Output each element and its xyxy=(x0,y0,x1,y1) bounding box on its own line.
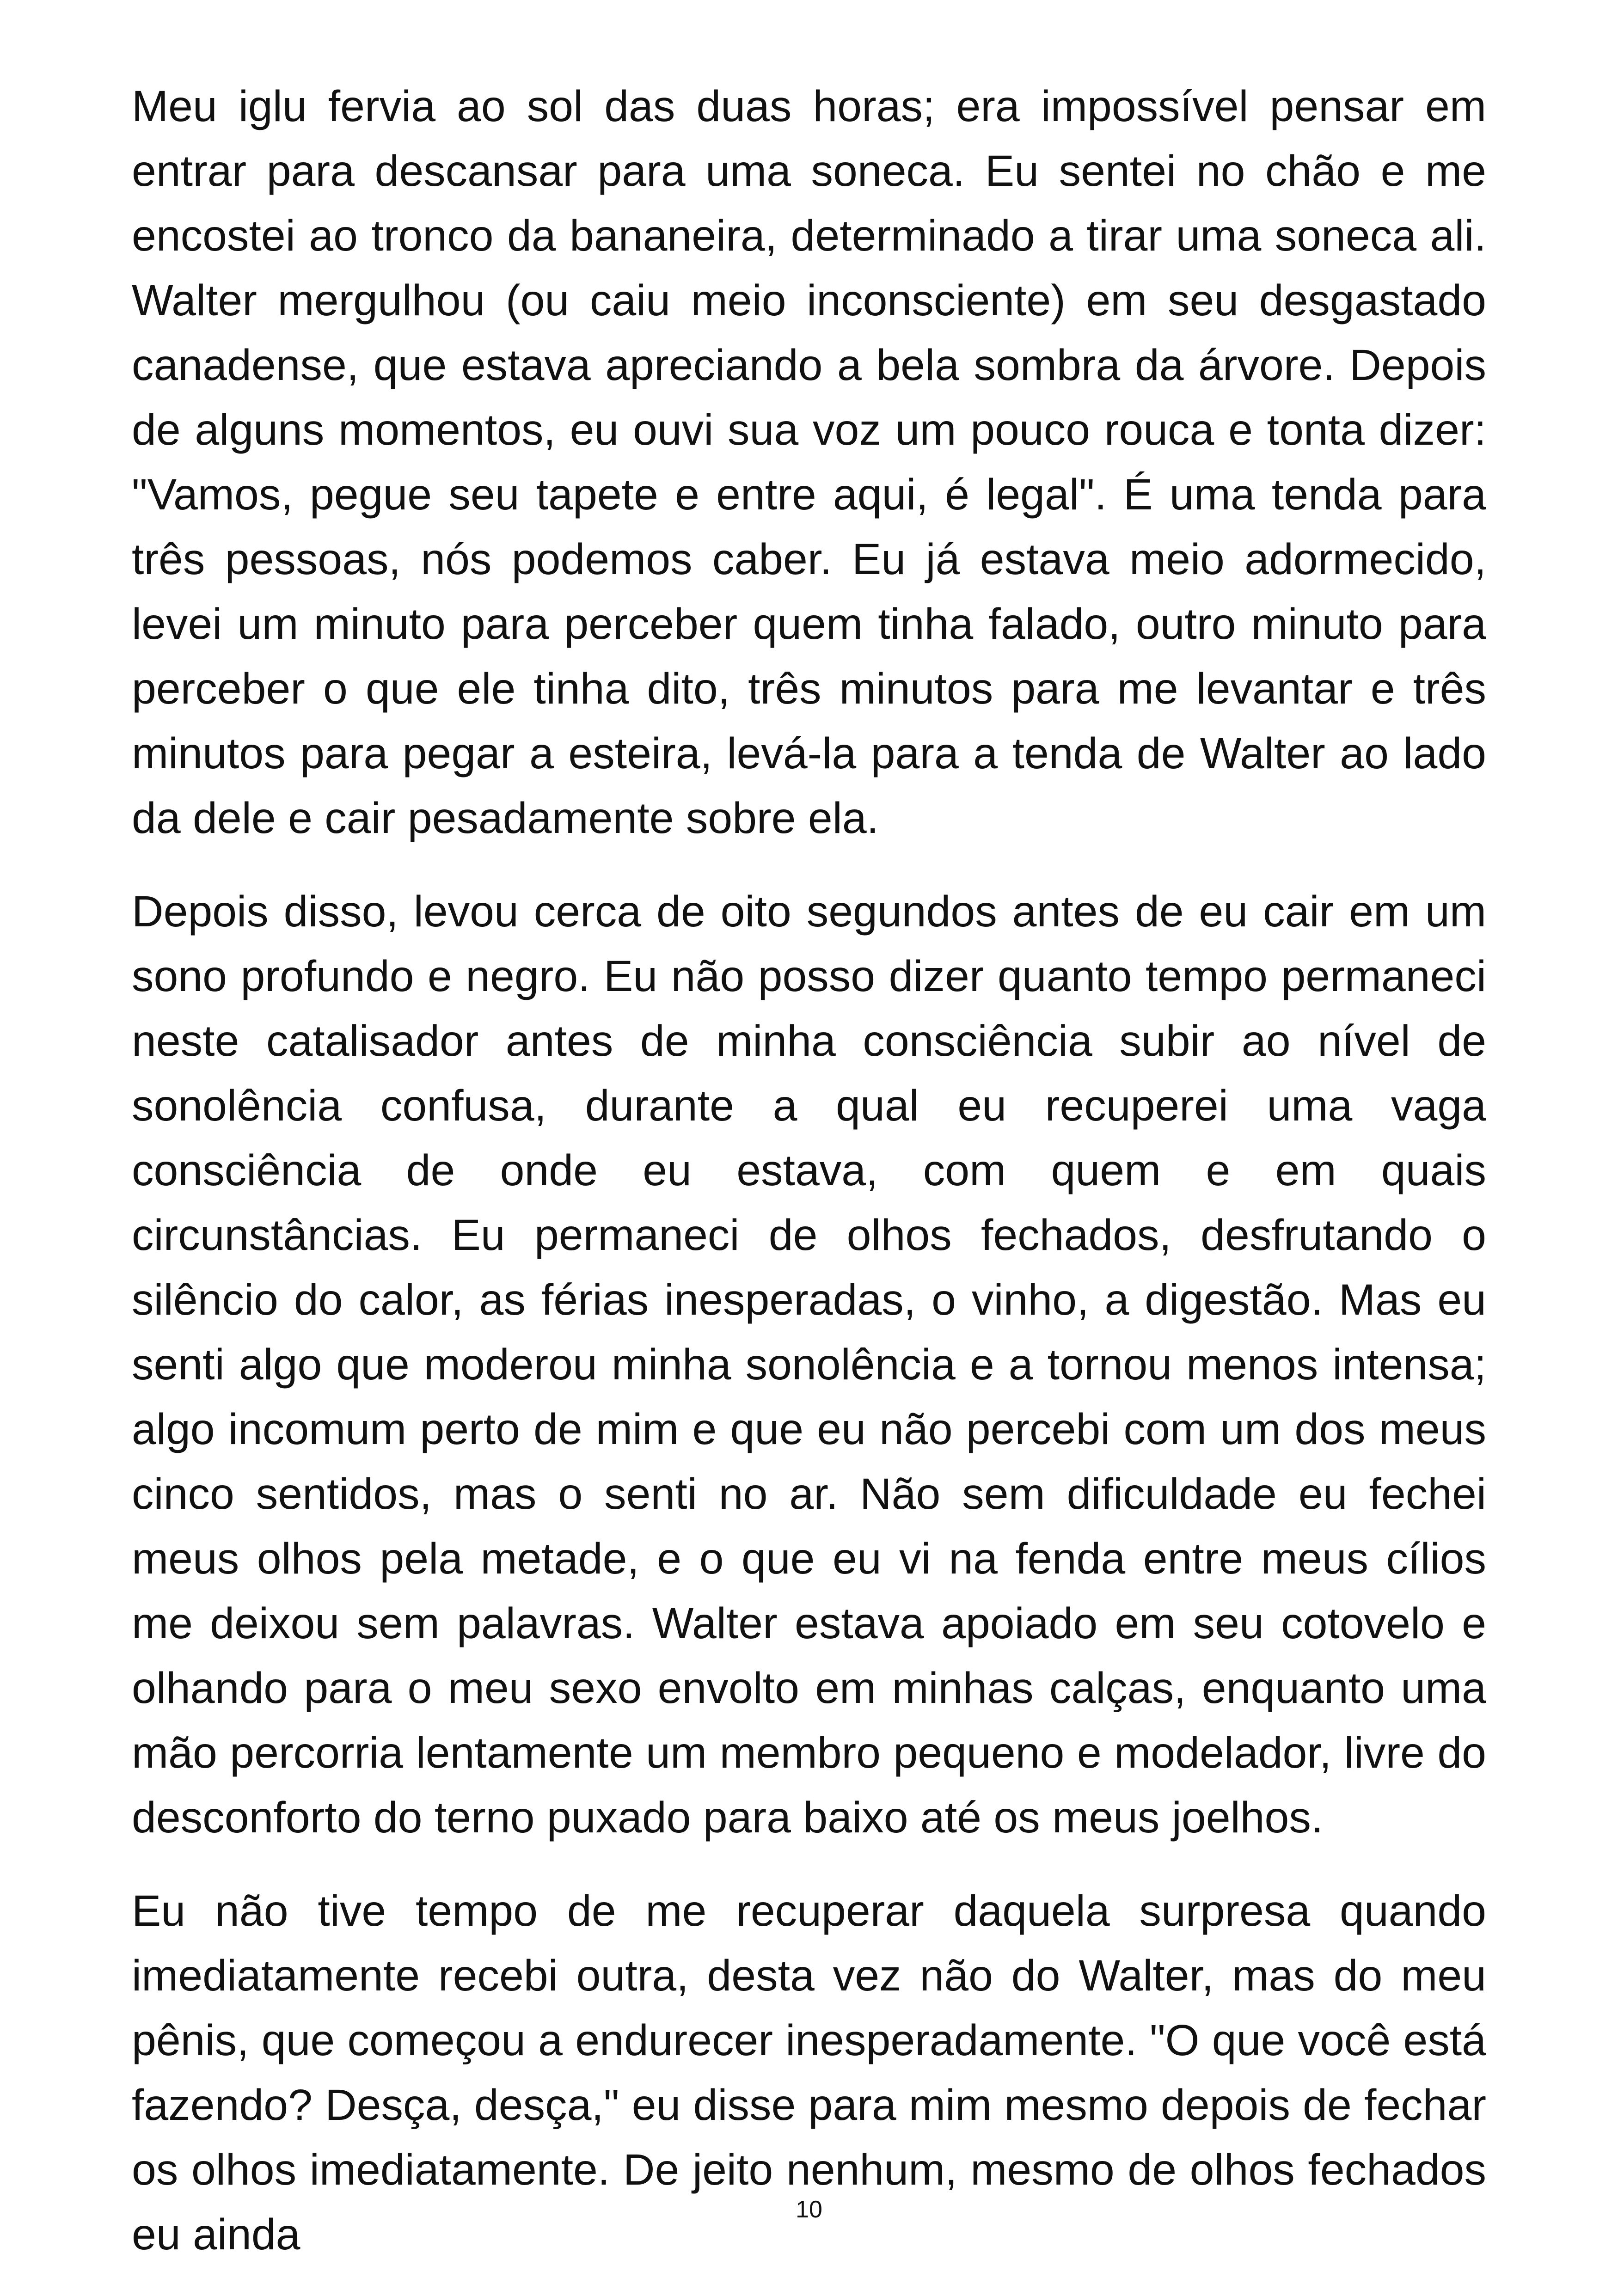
page-number: 10 xyxy=(796,2196,822,2223)
paragraph-2: Depois disso, levou cerca de oito segundos antes de eu cair em um sono profundo e negro. Eu não posso dizer quanto tempo permaneci neste catalisador antes de minha consciência subir ao nível de sonolência confusa, durante a qual eu recuperei uma vaga consciência de onde eu estava, com quem e em quais circunstâncias. Eu permaneci de olhos fechados, desfrutando o silêncio do calor, as férias inesperadas, o vinho, a digestão. Mas eu senti algo que moderou minha sonolência e a tornou menos intensa; algo incomum perto de mim e que eu não percebi com um dos meus cinco sentidos, mas o senti no ar. Não sem dificuldade eu fechei meus olhos pela metade, e o que eu vi na fenda entre meus cílios me deixou sem palavras. Walter estava apoiado em seu cotovelo e olhando para o meu sexo envolto em minhas calças, enquanto uma mão percorria lentamente um membro pequeno e modelador, livre do desconforto do terno puxado para baixo até os meus joelhos. xyxy=(132,887,1486,1842)
body-text xyxy=(132,74,1486,2296)
paragraph-3: Eu não tive tempo de me recuperar daquela surpresa quando imediatamente recebi outra, desta vez não do Walter, mas do meu pênis, que começou a endurecer inesperadamente. "O que você está fazendo? Desça, desça," eu disse para mim mesmo depois de fechar os olhos imediatamente. De jeito nenhum, mesmo de olhos fechados eu ainda xyxy=(132,1886,1486,2259)
paragraph-1: Meu iglu fervia ao sol das duas horas; era impossível pensar em entrar para descansar para uma soneca. Eu sentei no chão e me encostei ao tronco da bananeira, determinado a tirar uma soneca ali. Walter mergulhou (ou caiu meio inconsciente) em seu desgastado canadense, que estava apreciando a bela sombra da árvore. Depois de alguns momentos, eu ouvi sua voz um pouco rouca e tonta dizer: "Vamos, pegue seu tapete e entre aqui, é legal". É uma tenda para três pessoas, nós podemos caber. Eu já estava meio adormecido, levei um minuto para perceber quem tinha falado, outro minuto para perceber o que ele tinha dito, três minutos para me levantar e três minutos para pegar a esteira, levá-la para a tenda de Walter ao lado da dele e cair pesadamente sobre ela. xyxy=(132,82,1486,843)
